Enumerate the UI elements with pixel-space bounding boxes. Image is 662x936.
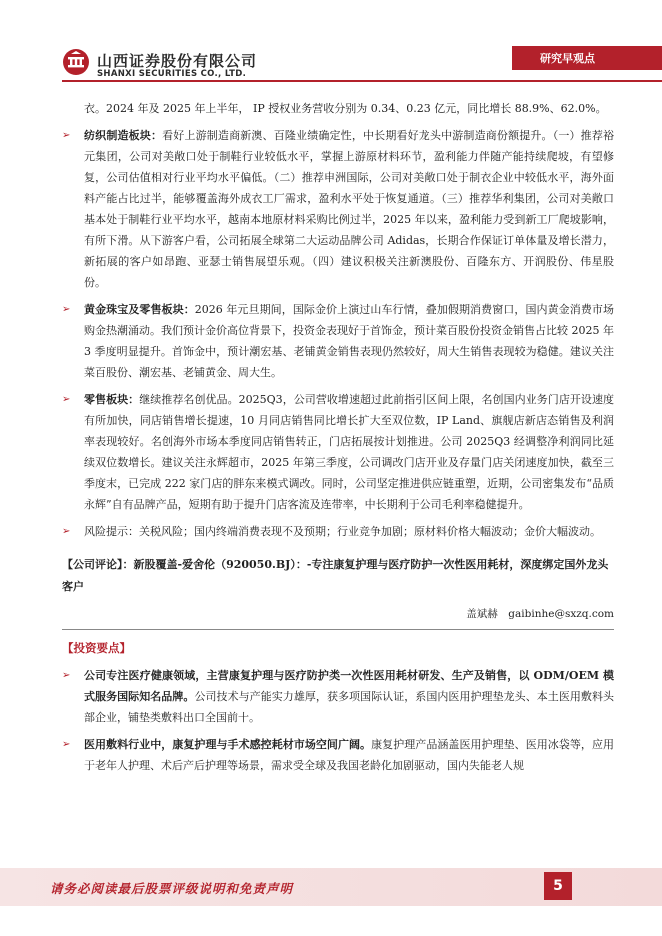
bullet-text: 看好上游制造商新澳、百隆业绩确定性，中长期看好龙头中游制造商份额提升。（一）推荐裕元集团，公司对美敞口处于制鞋行业较低水平，掌握上游原材料环节，盈利能力伴随产能持续爬坡，有望修复，公司估值相对行业平均水平偏低。（二）推荐申洲国际，公司对美敞口处于制衣企业中较低水平，海外面料产能占比过半，能够覆盖海外成衣工厂需求，盈利水平处于恢复通道。（三）推荐华利集团，公司对美敞口基本处于制鞋行业平均水平，越南本地原材料采购比例过半，2025 年以来，盈利能力受到新工厂爬坡影响，有所下滑。从下游客户看，公司拓展全球第二大运动品牌公司 Adidas，长期合作保证订单体量及增长潜力，新拓展的客户如昂跑、亚瑟士销售展望乐观。（四）建议积极关注新澳股份、百隆东方、开润股份、伟星股份。 (84, 129, 615, 289)
header-divider (62, 80, 662, 82)
point-text: 康复护理产品涵盖医用护理垫、医用冰袋等，应用于老年人护理、术后产后护理等场景，需求受全球及我国老龄化加剧驱动，国内失能老人规 (84, 738, 615, 772)
risk-warning (62, 521, 614, 542)
list-item (62, 389, 614, 515)
author-divider (62, 629, 614, 630)
report-body (62, 98, 614, 776)
list-item (62, 734, 614, 776)
arrow-bullet-icon: ➢ (62, 526, 71, 537)
author-line: 盖斌赫 gaibinhe@sxzq.com (466, 608, 614, 620)
bullet-text: 继续推荐名创优品。2025Q3，公司营收增速超过此前指引区间上限，名创国内业务门店开设速度有所加快，同店销售增长提速，10 月同店销售同比增长扩大至双位数，IP Land、旗舰店新店态销售及利润率表现较好。名创海外市场本季度同店销售转正，门店拓展按计划推进。公司 2025Q3 经调整净利润同比延续双位数增长。建议关注永辉超市，2025 年第三季度，公司调改门店开业及存量门店关闭速度加快，截至三季度末，已完成 222 家门店的胖东来模式调改。同时，公司坚定推进供应链重塑，近期，公司密集发布“品质永辉”自有品牌产品，短期有助于提升门店客流及连带率，中长期利于公司毛利率稳健提升。 (84, 393, 615, 511)
arrow-bullet-icon: ➢ (62, 304, 71, 315)
bullet-title: 零售板块： (84, 393, 140, 406)
list-item (62, 299, 614, 383)
point-text: 公司技术与产能实力雄厚，获多项国际认证，系国内医用护理垫龙头、本土医用敷料头部企业，铺垫类敷料出口全国前十。 (84, 690, 615, 724)
arrow-bullet-icon: ➢ (62, 670, 71, 681)
point-title: 医用敷料行业中，康复护理与手术感控耗材市场空间广阔。 (84, 738, 372, 751)
arrow-bullet-icon: ➢ (62, 739, 71, 750)
bullet-text: 2026 年元旦期间，国际金价上演过山车行情，叠加假期消费窗口，国内黄金消费市场购金热潮涌动。我们预计金价高位背景下，投资金表现好于首饰金，预计菜百股份投资金销售占比较 2025 年 3 季度明显提升。首饰金中，预计潮宏基、老铺黄金销售表现仍然较好，周大生销售表现较为稳健。建议关注菜百股份、潮宏基、老铺黄金、周大生。 (84, 303, 614, 379)
company-name-cn: 山西证券股份有限公司 (97, 52, 258, 70)
bullet-title: 纺织制造板块： (84, 129, 163, 142)
disclaimer-notice: 请务必阅读最后股票评级说明和免责声明 (50, 881, 294, 896)
company-comment-heading: 【公司评论】：新股覆盖-爱舍伦（920050.BJ）：-专注康复护理与医疗防护一次性医用耗材，深度绑定国外龙头客户 (62, 558, 609, 593)
arrow-bullet-icon: ➢ (62, 394, 71, 405)
point-title: 公司专注医疗健康领域，主营康复护理与医疗防护类一次性医用耗材研发、生产及销售，以 ODM/OEM 模式服务国际知名品牌。 (84, 669, 614, 703)
risk-text: 风险提示：关税风险；国内终端消费表现不及预期；行业竞争加剧；原材料价格大幅波动；金价大幅波动。 (84, 525, 601, 538)
section-title: 【投资要点】 (62, 641, 131, 655)
intro-continuation: 衣。2024 年及 2025 年上半年， IP 授权业务营收分别为 0.34、0.23 亿元，同比增长 88.9%、62.0%。 (84, 102, 607, 115)
report-type: 研究早观点 (540, 52, 595, 65)
bullet-title: 黄金珠宝及零售板块： (84, 303, 195, 316)
page-footer (0, 868, 662, 906)
company-name-en: SHANXI SECURITIES CO., LTD. (97, 69, 247, 79)
list-item (62, 665, 614, 728)
arrow-bullet-icon: ➢ (62, 130, 71, 141)
page-header (0, 0, 662, 88)
page-number: 5 (544, 872, 572, 900)
list-item (62, 125, 614, 293)
shanxi-securities-logo-icon (62, 48, 90, 76)
